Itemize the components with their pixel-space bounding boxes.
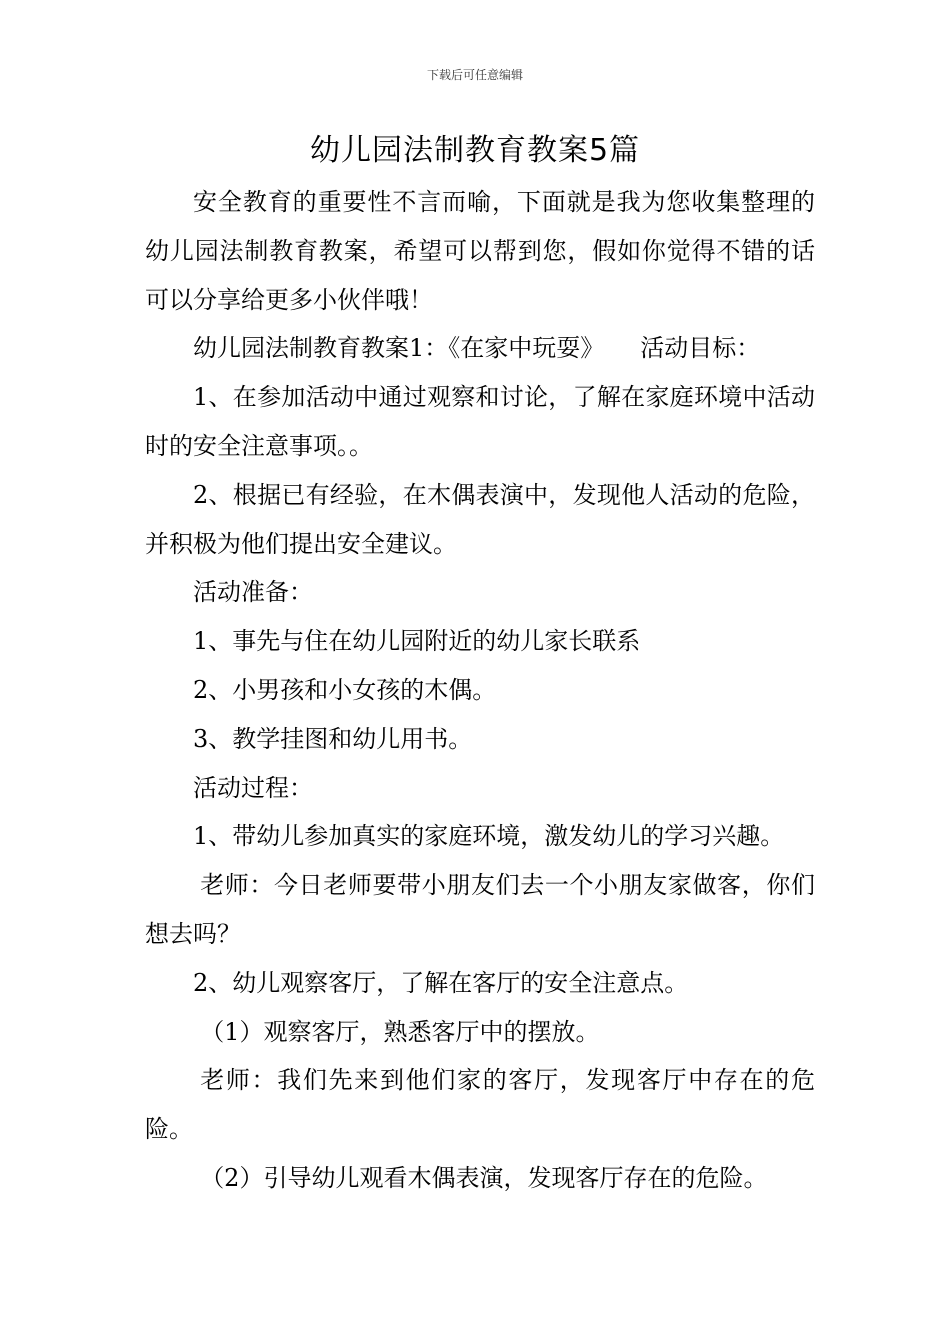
document-body (145, 178, 815, 1203)
paragraph-prep-1: 1、事先与住在幼儿园附近的幼儿家长联系 (193, 627, 641, 656)
paragraph-goal-2: 2、根据已有经验，在木偶表演中，发现他人活动的危险，并积极为他们提出安全建议。 (145, 480, 815, 558)
paragraph-prep-2: 2、小男孩和小女孩的木偶。 (193, 675, 497, 704)
paragraph-step-1: （1）观察客厅，熟悉客厅中的摆放。 (200, 1017, 600, 1046)
paragraph-teacher-2: 老师：我们先来到他们家的客厅，发现客厅中存在的危险。 (145, 1066, 815, 1144)
paragraph-process-1: 1、带幼儿参加真实的家庭环境，激发幼儿的学习兴趣。 (193, 822, 785, 851)
paragraph-prep-3: 3、教学挂图和幼儿用书。 (193, 724, 473, 753)
header-note: 下载后可任意编辑 (426, 68, 523, 82)
paragraph-prep-heading: 活动准备： (193, 578, 313, 607)
paragraph-process-heading: 活动过程： (193, 773, 313, 802)
paragraph-process-2: 2、幼儿观察客厅，了解在客厅的安全注意点。 (193, 968, 689, 997)
paragraph-step-2: （2）引导幼儿观看木偶表演，发现客厅存在的危险。 (200, 1163, 768, 1192)
paragraph-intro: 安全教育的重要性不言而喻，下面就是我为您收集整理的幼儿园法制教育教案，希望可以帮到您，假如你觉得不错的话可以分享给更多小伙伴哦！ (145, 188, 815, 314)
paragraph-teacher-1: 老师：今日老师要带小朋友们去一个小朋友家做客，你们想去吗？ (145, 871, 815, 948)
paragraph-goal-1: 1、在参加活动中通过观察和讨论，了解在家庭环境中活动时的安全注意事项。。 (145, 383, 815, 460)
document-title: 幼儿园法制教育教案5篇 (309, 133, 641, 168)
paragraph-lesson-heading: 幼儿园法制教育教案1：《在家中玩耍》 活动目标： (193, 334, 761, 363)
